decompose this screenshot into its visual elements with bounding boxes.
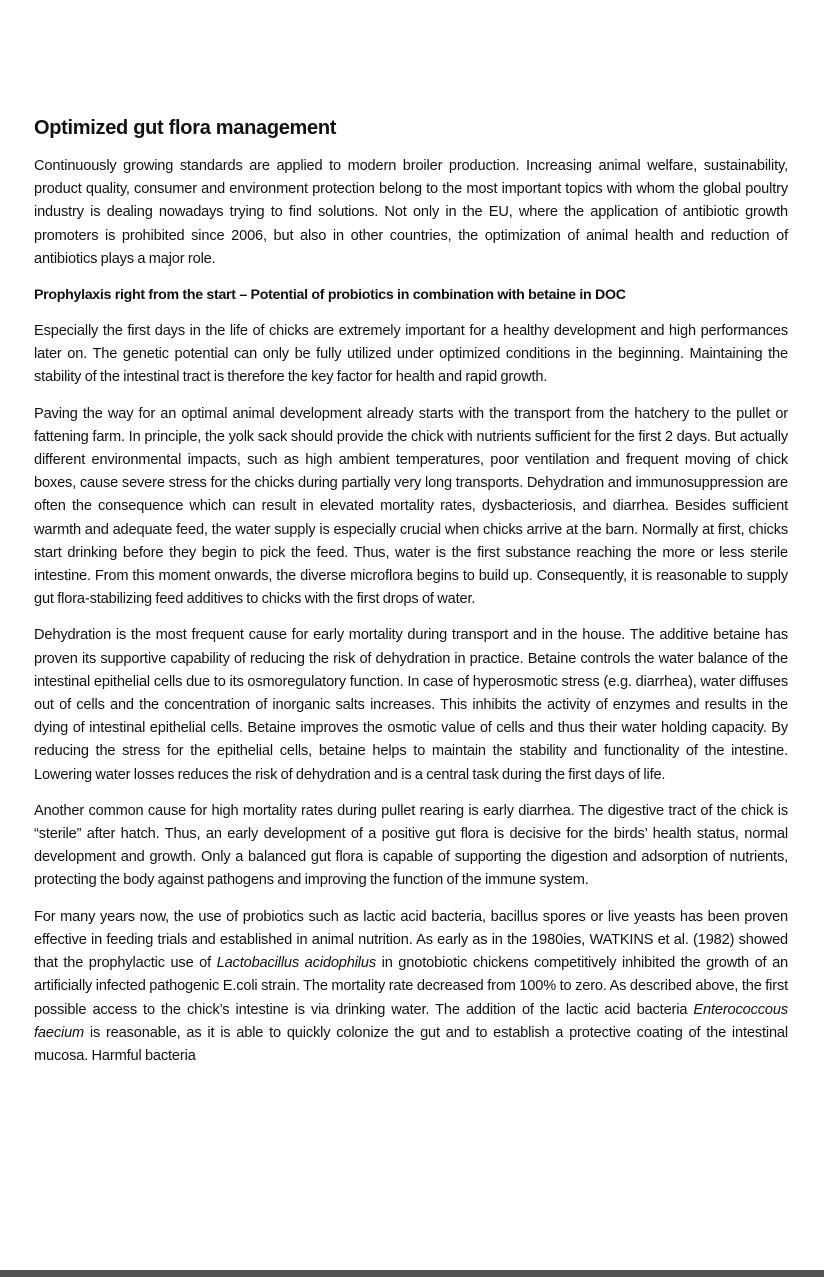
viewer-bottom-bar [0,1270,824,1277]
species-name-lactobacillus: Lactobacillus acidophilus [216,955,377,972]
paragraph-text: is reasonable, as it is able to quickly colonize the gut and to establish a protective coating of the intestinal mucosa. Harmful bacteria [34,1024,788,1064]
section-subheading: Prophylaxis right from the start – Potential of probiotics in combination with betaine in DOC [34,287,626,304]
page-title: Optimized gut flora management [34,117,337,139]
paragraph-diarrhea: Another common cause for high mortality rates during pullet rearing is early diarrhea. The digestive tract of the chick is “sterile” after hatch. Thus, an early development of a positive gut flora is decisive for the birds’ health status, normal development and growth. Only a balanced gut flora is capable of supporting the digestion and adsorption of nutrients, protecting the body against pathogens and improving the function of the immune system. [34,802,788,889]
paragraph-dehydration: Dehydration is the most frequent cause for early mortality during transport and in the house. The additive betaine has proven its supportive capability of reducing the risk of dehydration in practice. Betaine controls the water balance of the intestinal epithelial cells due to its osmoregulatory function. In case of hyperosmotic stress (e.g. diarrhea), water diffuses out of cells and the concentration of inorganic salts increases. This inhibits the activity of enzymes and results in the dying of intestinal epithelial cells. Betaine improves the osmotic value of cells and thus their water holding capacity. By reducing the stress for the epithelial cells, betaine helps to maintain the stability and functionality of the intestine. Lowering water losses reduces the risk of dehydration and is a central task during the first days of life. [34,627,788,783]
paragraph-transport: Paving the way for an optimal animal development already starts with the transport from the hatchery to the pullet or fattening farm. In principle, the yolk sack should provide the chick with nutrients sufficient for the first 2 days. But actually different environmental impacts, such as high ambient temperatures, poor ventilation and frequent moving of chick boxes, cause severe stress for the chicks during partially very long transports. Dehydration and immunosuppression are often the consequence which can result in elevated mortality rates, dysbacteriosis, and diarrhea. Besides sufficient warmth and adequate feed, the water supply is especially crucial when chicks arrive at the barn. Normally at first, chicks start drinking before they begin to pick the feed. Thus, water is the first substance reaching the more or less sterile intestine. From this moment onwards, the diverse microflora begins to build up. Consequently, it is reasonable to supply gut flora-stabilizing feed additives to chicks with the first drops of water. [34,405,788,608]
paragraph-text: in gnotobiotic chickens competitively inhibited the growth of an artificially infected pathogenic E.coli strain. The mortality rate decreased from 100% to zero. As described above, the first possible access to the chick’s intestine is via drinking water. The addition of the lactic acid bacteria [34,955,788,1018]
document-content [34,114,788,1081]
paragraph-text: For many years now, the use of probiotics such as lactic acid bacteria, bacillus spores or live yeasts has been proven effective in feeding trials and established in animal nutrition. As early as in the 1980ies, WATKINS et al. (1982) showed that the prophylactic use of [34,908,788,972]
paragraph-first-days: Especially the first days in the life of chicks are extremely important for a healthy development and high performances later on. The genetic potential can only be fully utilized under optimized conditions in the beginning. Maintaining the stability of the intestinal tract is therefore the key factor for health and rapid growth. [34,323,788,386]
paragraph-probiotics [34,906,788,1068]
intro-paragraph: Continuously growing standards are applied to modern broiler production. Increasing animal welfare, sustainability, product quality, consumer and environment protection belong to the most important topics with whom the global poultry industry is dealing nowadays trying to find solutions. Not only in the EU, where the application of antibiotic growth promoters is prohibited since 2006, but also in other countries, the optimization of animal health and reduction of antibiotics plays a major role. [34,158,788,267]
species-name-enterococcus: Enterococcous faecium [34,1001,788,1041]
